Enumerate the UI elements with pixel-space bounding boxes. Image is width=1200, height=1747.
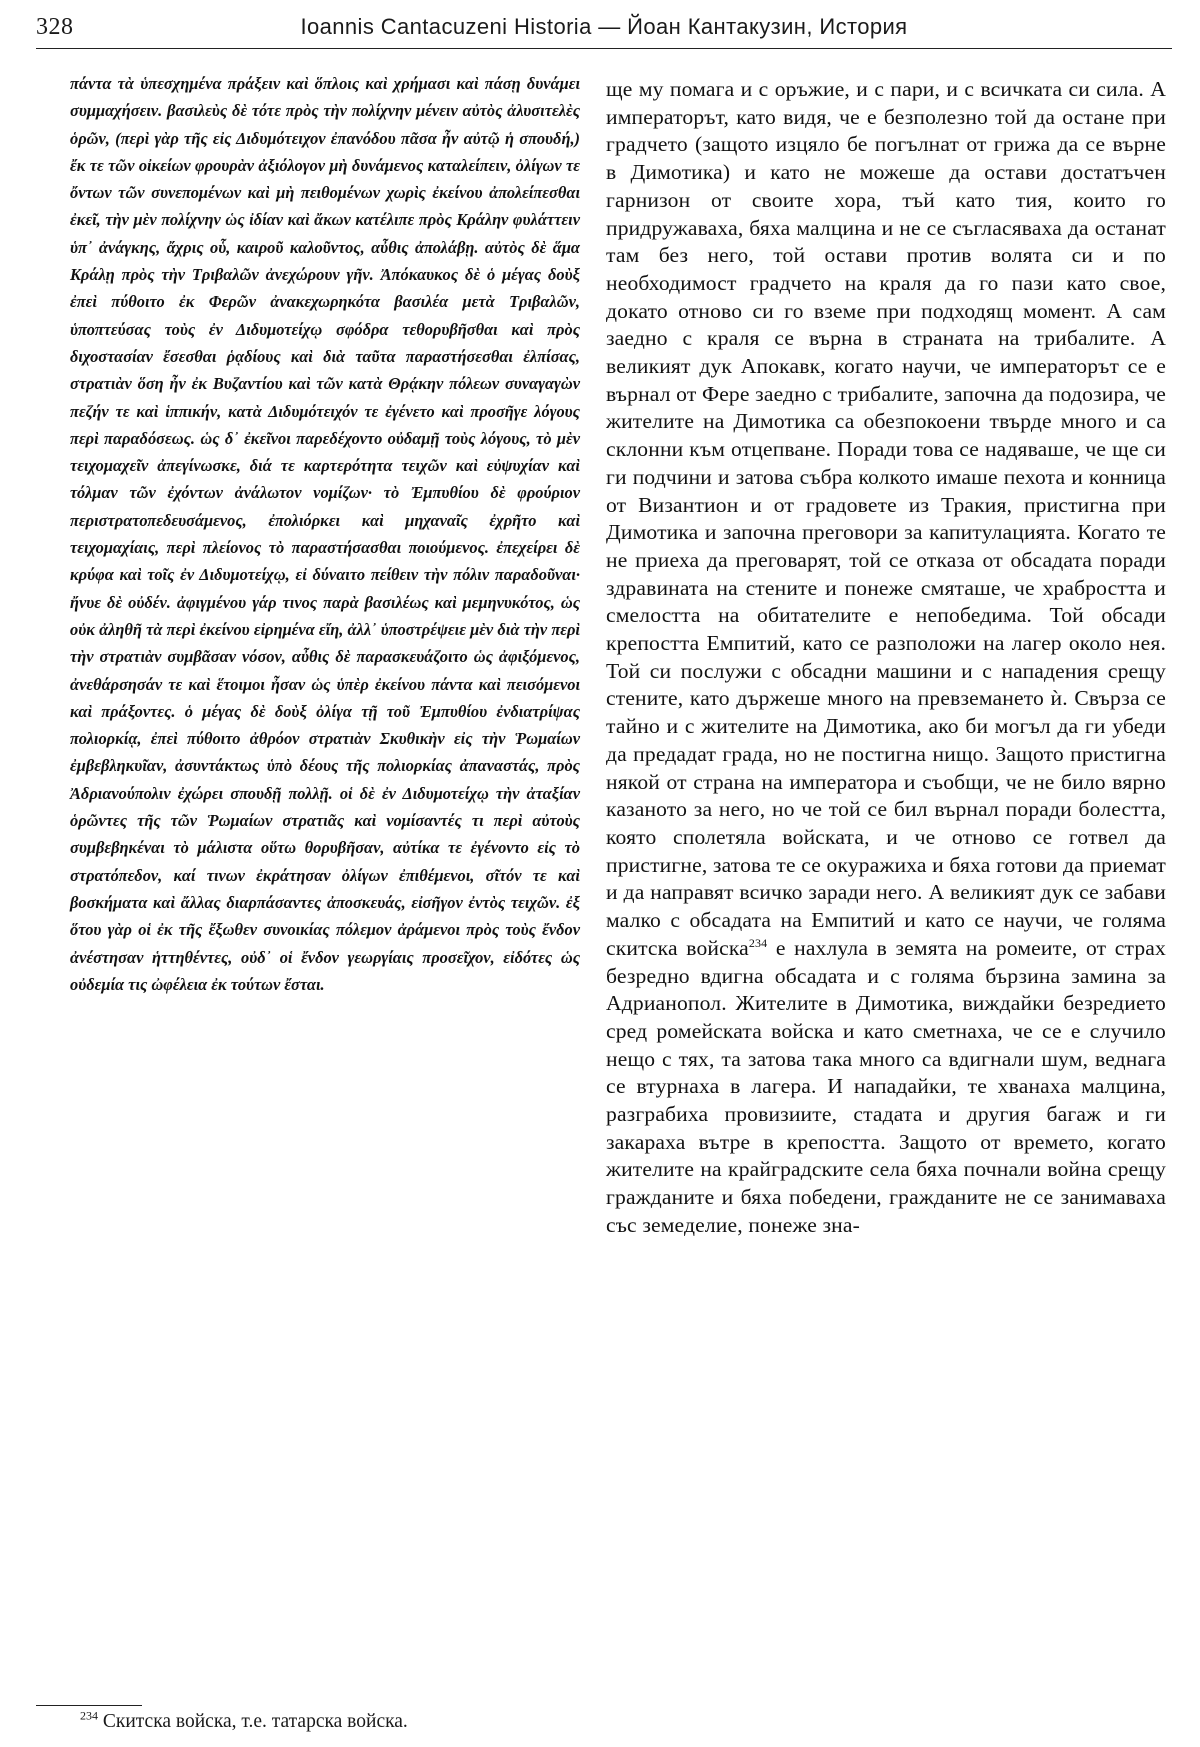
running-title: Ioannis Cantacuzeni Historia — Йоан Кантакузин, История — [300, 14, 908, 39]
greek-text-column — [70, 70, 580, 998]
bulgarian-paragraph — [606, 76, 1166, 1240]
footnote — [80, 1708, 408, 1733]
page-number: 328 — [36, 14, 74, 40]
footnote-text: Скитска войска, т.е. татарска войска. — [102, 1711, 408, 1732]
footnote-divider — [36, 1705, 142, 1706]
bulgarian-text-part-1: ще му помага и с оръжие, и с пари, и с всичката си сила. А императорът, като видя, че е безполезно той да остане при градчето (защото изцяло бе погълнат от грижа да се върне в Димотика) и като не можеше да остави достатъчен гарнизон от своите хора, тъй като тия, които го придружаваха, бяха малцина и не се съгласяваха да останат там без него, той остави против волята си и по необходимост градчето на краля да го пази като свое, докато отново си го вземе при подходящ момент. А сам заедно с краля се върна в страната на трибалите. А великият дук Апокавк, когато научи, че императорът се е върнал от Фере заедно с трибалите, започна да подозира, че жителите на Димотика са обезпокоени твърде много и са склонни към отцепване. Поради това се надяваше, че ще си ги подчини и затова събра колкото имаше пехота и конница от Византион и от градовете из Тракия, пристигна при Димотика и започна преговори за капитулацията. Когато те не приеха да преговарят, той се отказа от обсадата поради здравината на стените и понеже смяташе, че храбростта и смелостта на обитателите е непобедима. Той обсади крепостта Емпитий, като се разположи на лагер около нея. Той си послужи с обсадни машини и с нападения срещу стените, като държеше много на превземането ѝ. Свърза се тайно и с жителите на Димотика, ако би могъл да ги убеди да предадат града, но не постигна нищо. Защото пристигна някой от страна на императора и съобщи, че не било вярно казаното за него, но че той се бил върнал поради болестта, която сполетяла войската, и че отново се готвел да пристигне, затова те се окуражиха и бяха готови да приемат и да направят всичко заради него. А великият дук се забави малко с обсадата на Емпитий и като се научи, че голяма скитска войска — [606, 77, 1166, 960]
footnote-reference[interactable]: 234 — [748, 935, 768, 950]
bulgarian-text-column — [606, 76, 1166, 1240]
greek-paragraph: πάντα τὰ ὑπεσχημένα πράξειν καὶ ὅπλοις καὶ χρήμασι καὶ πάσῃ δυνάμει συμμαχήσειν. βασιλεὺς δὲ τότε πρὸς τὴν πολίχνην μένειν αὐτὸς ἀλυσιτελὲς ὁρῶν, (περὶ γὰρ τῆς εἰς Διδυμότειχον ἐπανόδου πᾶσα ἦν αὐτῷ ἡ σπουδή,) ἔκ τε τῶν οἰκείων φρουρὰν ἀξιόλογον μὴ δυνάμενος καταλείπειν, ὀλίγων τε ὄντων τῶν συνεπομένων καὶ μὴ πειθομένων χωρὶς ἐκείνου ἀπολείπεσθαι ἐκεῖ, τὴν μὲν πολίχνην ὡς ἰδίαν καὶ ἄκων κατέλιπε πρὸς Κράλην φυλάττειν ὑπ᾿ ἀνάγκης, ἄχρις οὗ, καιροῦ καλοῦντος, αὖθις ἀπολάβῃ. αὐτὸς δὲ ἅμα Κράλῃ πρὸς τὴν Τριβαλῶν ἀνεχώρουν γῆν. Ἀπόκαυκος δὲ ὁ μέγας δοὺξ ἐπεὶ πύθοιτο ἐκ Φερῶν ἀνακεχωρηκότα βασιλέα μετὰ Τριβαλῶν, ὑποπτεύσας τοὺς ἐν Διδυμοτείχῳ σφόδρα τεθορυβῆσθαι καὶ πρὸς διχοστασίαν ἔσεσθαι ῥᾳδίους καὶ διὰ ταῦτα παραστήσεσθαι ἐλπίσας, στρατιὰν ὅση ἦν ἐκ Βυζαντίου καὶ τῶν κατὰ Θρᾴκην πόλεων συναγαγὼν πεζήν τε καὶ ἱππικήν, κατὰ Διδυμότειχόν τε ἐγένετο καὶ προσῆγε λόγους περὶ παραδόσεως. ὡς δ᾿ ἐκεῖνοι παρεδέχοντο οὐδαμῇ τοὺς λόγους, τὸ μὲν τειχομαχεῖν ἀπεγίνωσκε, διά τε καρτερότητα τειχῶν καὶ εὐψυχίαν καὶ τόλμαν τῶν ἐχόντων ἀνάλωτον νομίζων· τὸ Ἐμπυθίου δὲ φρούριον περιστρατοπεδευσάμενος, ἐπολιόρκει καὶ μηχαναῖς ἐχρῆτο καὶ τειχομαχίαις, περὶ πλείονος τὸ παραστήσασθαι ποιούμενος. ἐπεχείρει δὲ κρύφα καὶ τοῖς ἐν Διδυμοτείχῳ, εἰ δύναιτο πείθειν τὴν πόλιν παραδοῦναι· ἤνυε δὲ οὐδέν. ἀφιγμένου γάρ τινος παρὰ βασιλέως καὶ μεμηνυκότος, ὡς οὐκ ἀληθῆ τὰ περὶ ἐκείνου εἰρημένα εἴη, ἀλλ᾿ ὑποστρέψειε μὲν διὰ τὴν περὶ τὴν στρατιὰν συμβᾶσαν νόσον, αὖθις δὲ παρασκευάζοιτο ὡς ἀφιξόμενος, ἀνεθάρσησάν τε καὶ ἕτοιμοι ἦσαν ὡς ὑπὲρ ἐκείνου πάντα καὶ πεισόμενοι καὶ πράξοντες. ὁ μέγας δὲ δοὺξ ὀλίγα τῇ τοῦ Ἐμπυθίου ἐνδιατρίψας πολιορκίᾳ, ἐπεὶ πύθοιτο ἀθρόον στρατιὰν Σκυθικὴν εἰς τὴν Ῥωμαίων ἐμβεβληκυῖαν, ἀσυντάκτως ὑπὸ δέους τῆς πολιορκίας ἀπαναστάς, πρὸς Ἀδριανούπολιν ἐχώρει σπουδῇ πολλῇ. οἱ δὲ ἐν Διδυμοτείχῳ τὴν ἀταξίαν ὁρῶντες τῆς τῶν Ῥωμαίων στρατιᾶς καὶ νομίσαντές τι περὶ αὐτοὺς συμβεβηκέναι τὸ μάλιστα οὕτω θορυβῆσαν, αὐτίκα τε ἐγένοντο εἰς τὸ στρατόπεδον, καί τινων ἐκράτησαν ὀλίγων ἐπιθέμενοι, σῖτόν τε καὶ βοσκήματα καὶ ἄλλας διαρπάσαντες ἀποσκευάς, εἰσῆγον ἐντὸς τειχῶν. ἐξ ὅτου γὰρ οἱ ἐκ τῆς ἔξωθεν συνοικίας πόλεμον ἀράμενοι πρὸς τοὺς ἔνδον ἀνέστησαν ἡττηθέντες, οὐδ᾿ οἱ ἔνδον γεωργίαις προσεῖχον, εἰδότες ὡς οὐδεμία τις ὠφέλεια ἐκ τούτων ἔσται. — [70, 74, 580, 994]
bulgarian-text-part-2: е нахлула в земята на ромеите, от страх безредно вдигна обсадата и с голяма бързина замина за Адрианопол. Жителите в Димотика, виждайки безредието сред ромейската войска и като сметнаха, че се е случило нещо с тях, та затова така много са вдигнали шум, веднага се втурнаха в лагера. И нападайки, те хванаха малцина, разграбиха провизиите, стадата и другия багаж и ги закараха вътре в крепостта. Защото от времето, когато жителите на крайградските села бяха почнали война срещу гражданите и бяха победени, гражданите не се занимаваха със земеделие, понеже зна- — [606, 935, 1166, 1237]
page-header — [36, 8, 1172, 49]
footnote-number: 234 — [80, 1708, 98, 1723]
